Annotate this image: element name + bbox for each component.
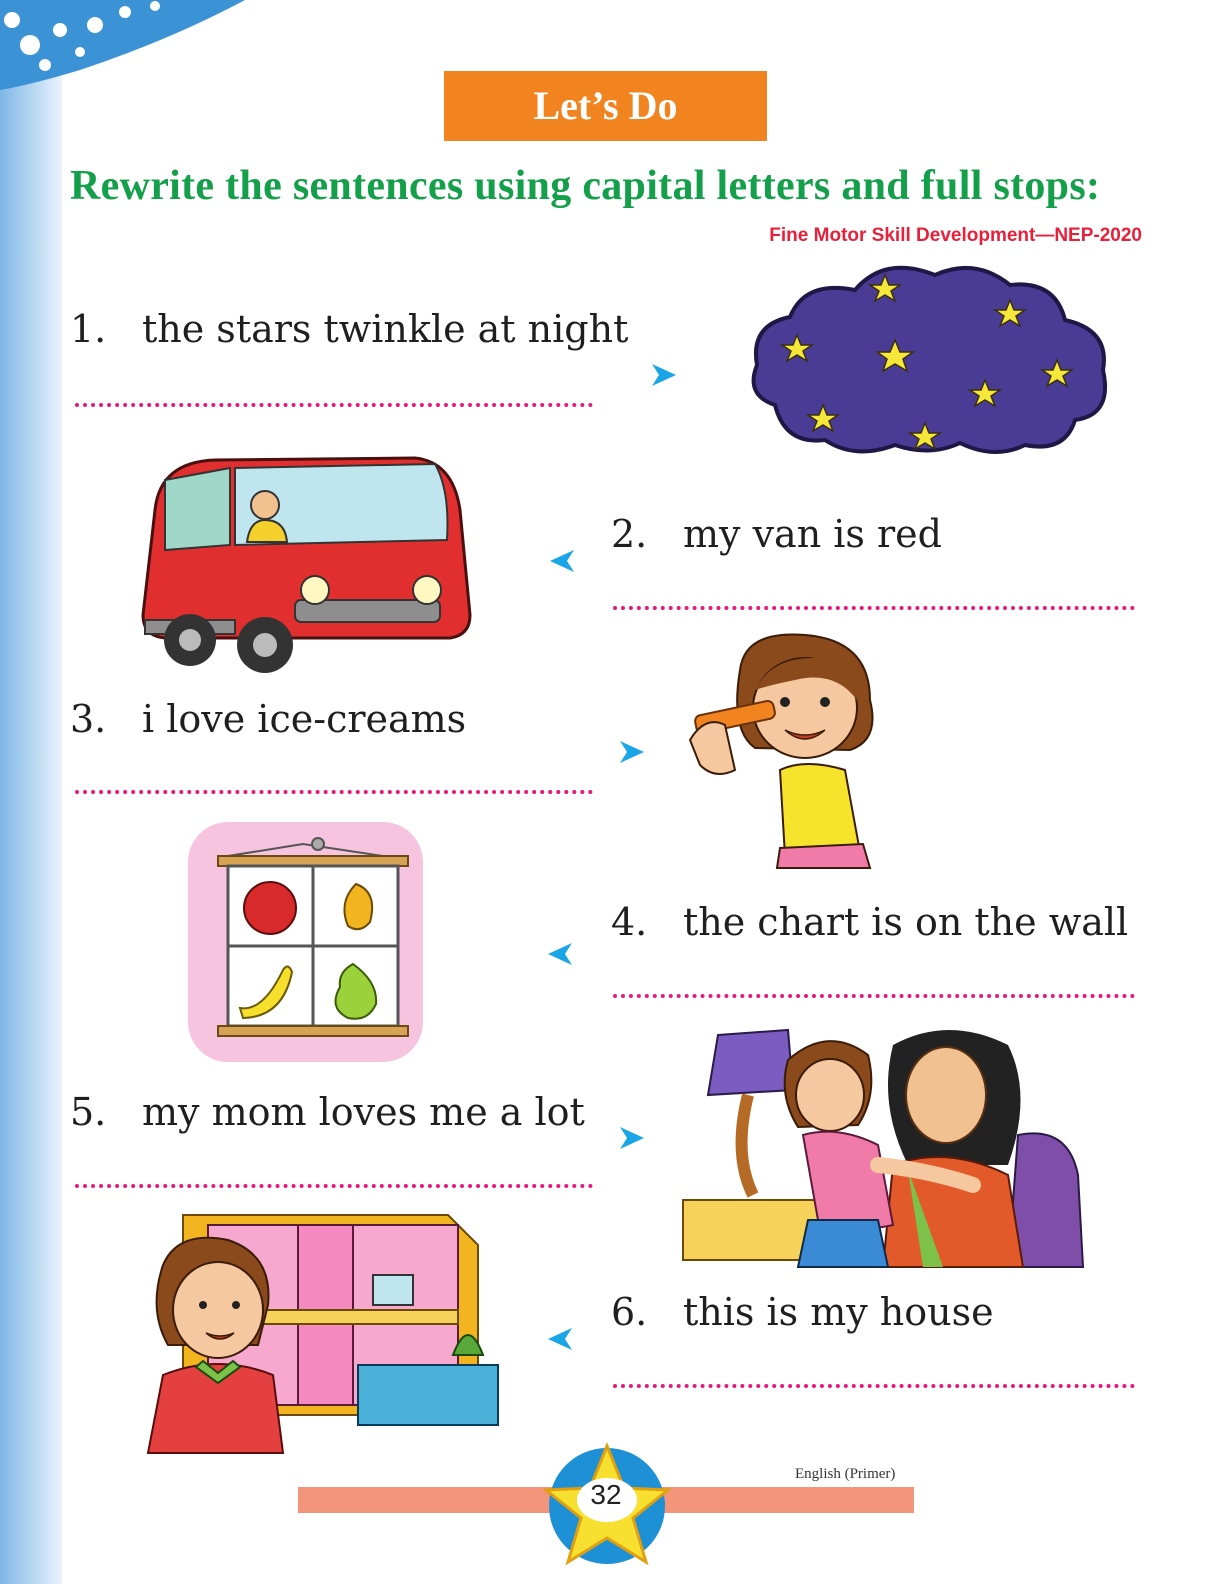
sentence-4 [611,900,1128,944]
sentence-number: 6. [611,1290,648,1334]
lets-do-header: Let’s Do [444,71,767,141]
red-van-image [135,450,480,675]
arrow-right-icon [650,362,678,388]
sentence-1 [70,307,628,351]
sentence-text: the stars twinkle at night [142,307,629,351]
arrow-left-icon [546,1326,574,1352]
skill-tag: Fine Motor Skill Development—NEP-2020 [769,225,1142,246]
sentence-number: 3. [70,697,107,741]
answer-line-2[interactable] [613,606,1135,610]
answer-line-1[interactable] [75,403,593,407]
sentence-text: the chart is on the wall [683,900,1129,944]
instruction-heading: Rewrite the sentences using capital letters and full stops: [70,163,1101,209]
sentence-text: i love ice-creams [142,697,467,741]
answer-line-3[interactable] [75,790,593,794]
fruit-chart-image [188,822,423,1062]
sentence-number: 1. [70,307,107,351]
corner-decoration [0,0,260,95]
sentence-2 [611,512,942,556]
sentence-number: 2. [611,512,648,556]
night-cloud-stars-image [745,255,1113,455]
sentence-6 [611,1290,994,1334]
sentence-5 [70,1090,585,1134]
arrow-left-icon [546,941,574,967]
girl-eating-ice-cream-image [685,630,915,868]
arrow-left-icon [548,548,576,574]
boy-and-house-image [108,1215,530,1453]
sentence-3 [70,697,466,741]
book-title: English (Primer) [795,1466,896,1482]
answer-line-6[interactable] [613,1384,1135,1388]
sentence-text: this is my house [683,1290,994,1334]
sentence-number: 4. [611,900,648,944]
page-number: 32 [590,1479,622,1510]
sentence-text: my van is red [683,512,942,556]
arrow-right-icon [618,1125,646,1151]
page-side-strip [0,0,62,1584]
arrow-right-icon [618,739,646,765]
sentence-number: 5. [70,1090,107,1134]
answer-line-5[interactable] [75,1184,593,1188]
sentence-text: my mom loves me a lot [142,1090,585,1134]
mother-and-daughter-image [678,1015,1093,1267]
answer-line-4[interactable] [613,994,1135,998]
